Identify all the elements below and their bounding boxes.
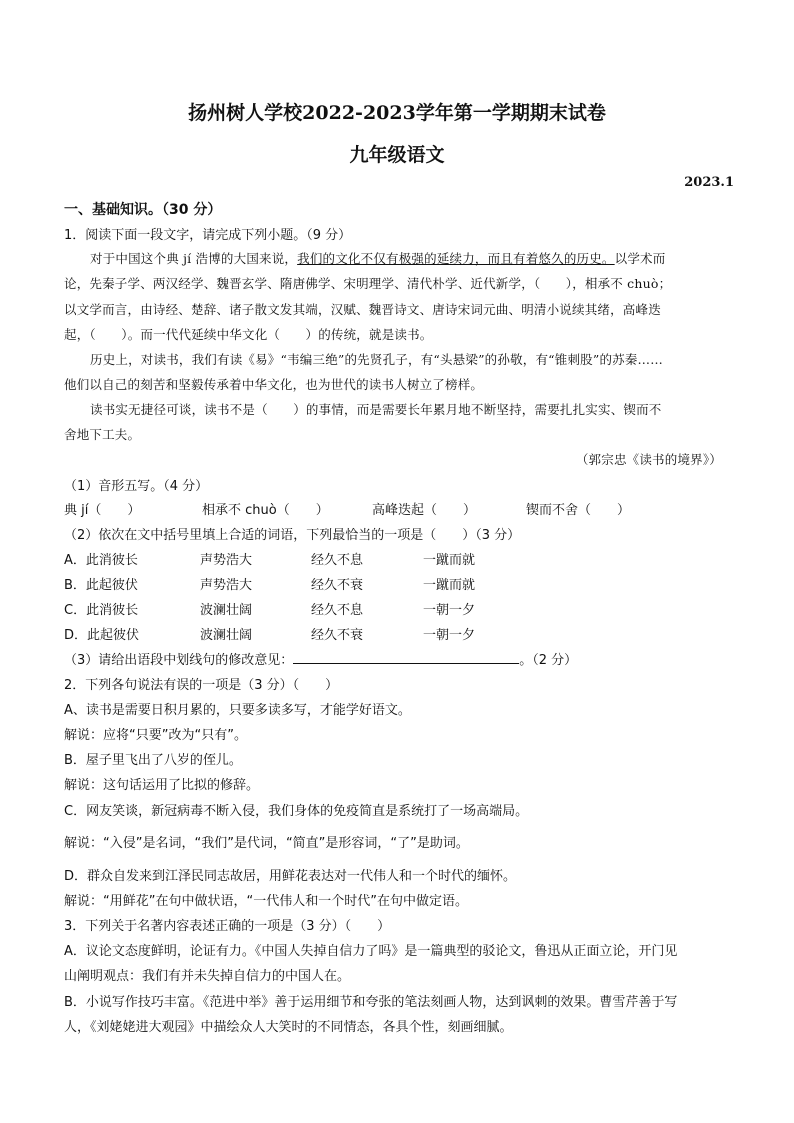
question-1-stem: 1．阅读下面一段文字，请完成下列小题。（9 分）: [64, 228, 352, 243]
pinyin-item: 典 jí（ ）: [64, 503, 141, 518]
q3-option-a-line1: A．议论文态度鲜明，论证有力。《中国人失掉自信力了吗》是一篇典型的驳论文，鲁迅从正面立论，开门见: [64, 944, 678, 959]
answer-blank[interactable]: [293, 650, 519, 664]
option-cell: 一朝一夕: [423, 603, 476, 618]
subquestion-3: [64, 649, 577, 668]
option-cell: 经久不衰: [311, 628, 364, 643]
q2-line: A、读书是需要日积月累的，只要多读多写，才能学好语文。: [64, 703, 411, 718]
passage-para3-line2: 舍地下工夫。: [64, 427, 141, 442]
passage-para1-line1: [90, 249, 665, 267]
option-cell: 一蹴而就: [423, 553, 476, 568]
subquestion-1-label: （1）音形五写。（4 分）: [64, 479, 209, 494]
q2-line: 解说：“入侵”是名词，“我们”是代词，“简直”是形容词，“了”是助词。: [64, 836, 469, 851]
q2-line: D．群众自发来到江泽民同志故居，用鲜花表达对一代伟人和一个时代的缅怀。: [64, 869, 517, 884]
passage-para2-line1: 历史上，对读书，我们有读《易》“韦编三绝”的先贤孔子，有“头悬梁”的孙敬，有“锥刺股”的苏秦……: [90, 352, 663, 367]
option-cell: 声势浩大: [200, 553, 253, 568]
q3-option-b-line1: B．小说写作技巧丰富。《范进中举》善于运用细节和夸张的笔法刻画人物，达到讽刺的效果。曹雪芹善于写: [64, 995, 678, 1010]
q2-line: B．屋子里飞出了八岁的侄儿。: [64, 753, 242, 768]
option-cell: 声势浩大: [200, 578, 253, 593]
option-cell: 经久不息: [311, 553, 364, 568]
q2-line: C．网友笑谈，新冠病毒不断入侵，我们身体的免疫简直是系统打了一场高端局。: [64, 804, 529, 819]
option-cell: D．此起彼伏: [64, 628, 140, 643]
passage-para3-line1: 读书实无捷径可谈，读书不是（ ）的事情，而是需要长年累月地不断坚持，需要扎扎实实、锲而不: [90, 402, 662, 417]
pinyin-item: 锲而不舍（ ）: [526, 503, 631, 518]
passage-source: （郭宗忠《读书的境界》）: [575, 452, 722, 467]
q2-line: 解说：应将“只要”改为“只有”。: [64, 728, 247, 743]
option-cell: 经久不息: [311, 603, 364, 618]
option-cell: 经久不衰: [311, 578, 364, 593]
option-cell: 一朝一夕: [423, 628, 476, 643]
option-cell: B．此起彼伏: [64, 578, 138, 593]
q3-option-b-line2: 人，《刘姥姥进大观园》中描绘众人大笑时的不同情态，各具个性，刻画细腻。: [64, 1020, 513, 1035]
exam-subtitle: 九年级语文: [349, 144, 445, 166]
underlined-sentence: 我们的文化不仅有极强的延续力，而且有着悠久的历史。: [297, 251, 615, 266]
option-cell: 一蹴而就: [423, 578, 476, 593]
option-cell: 波澜壮阔: [200, 603, 253, 618]
option-cell: A．此消彼长: [64, 553, 138, 568]
passage-text: 对于中国这个典 jí 浩博的大国来说，: [90, 251, 298, 266]
question-2-stem: 2．下列各句说法有误的一项是（3 分）（ ）: [64, 678, 339, 693]
option-cell: C．此消彼长: [64, 603, 139, 618]
exam-title: 扬州树人学校2022-2023学年第一学期期末试卷: [188, 102, 606, 124]
subquestion-3-label: （3）请给出语段中划线句的修改意见：: [64, 653, 294, 668]
q3-option-a-line2: 山阐明观点：我们有并未失掉自信力的中国人在。: [64, 969, 351, 984]
passage-para2-line2: 他们以自己的刻苦和坚毅传承着中华文化，也为世代的读书人树立了榜样。: [64, 377, 484, 392]
q2-line: 解说：“用鲜花”在句中做状语，“一代伟人和一个时代”在句中做定语。: [64, 894, 468, 909]
passage-para1-line3: 以文学而言，由诗经、楚辞、诸子散文发其端，汉赋、魏晋诗文、唐诗宋词元曲、明清小说续其绪，高峰迭: [64, 302, 661, 317]
exam-date: 2023.1: [684, 175, 734, 190]
option-cell: 波澜壮阔: [200, 628, 253, 643]
pinyin-item: 高峰迭起（ ）: [372, 503, 477, 518]
passage-para1-line4: 起，（ ）。而一代代延续中华文化（ ）的传统，就是读书。: [64, 327, 433, 342]
subquestion-3-points: 。（2 分）: [519, 653, 578, 668]
subquestion-2-label: （2）依次在文中括号里填上合适的词语，下列最恰当的一项是（ ）（3 分）: [64, 528, 521, 543]
q2-line: 解说：这句话运用了比拟的修辞。: [64, 778, 260, 793]
pinyin-item: 相承不 chuò（ ）: [202, 503, 329, 518]
section-heading: 一、基础知识。（30 分）: [64, 202, 222, 218]
question-3-stem: 3．下列关于名著内容表述正确的一项是（3 分）（ ）: [64, 919, 391, 934]
passage-text: 以学术而: [614, 251, 666, 266]
passage-para1-line2: 论，先秦子学、两汉经学、魏晋玄学、隋唐佛学、宋明理学、清代朴学、近代新学，（ ），相承不 chuò；: [64, 276, 672, 291]
